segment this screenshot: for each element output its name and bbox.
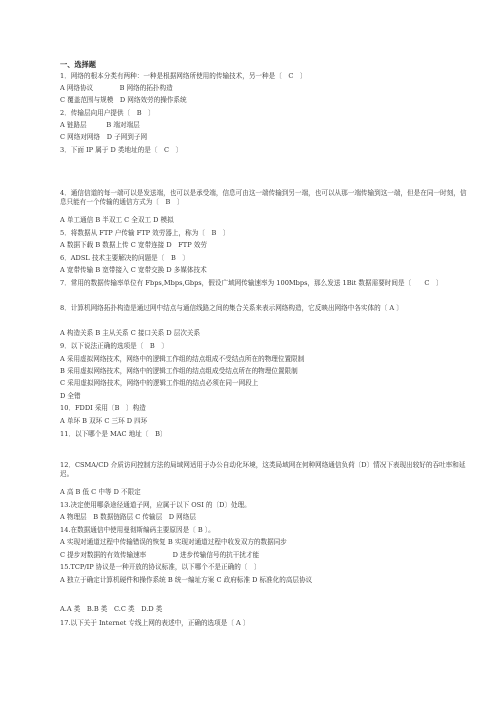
question-line: 11．以下哪个是 MAC 地址〔 B〕 <box>60 430 167 438</box>
option-line: C 采用虚拟网络技术，网络中的逻辑工作组的结点必须在同一网段上 <box>60 379 259 387</box>
question-line: 9．以下说法正确的选项是〔 B 〕 <box>60 342 168 350</box>
question-line: 13.决定使用哪条途径通道子网，应属于以下 OSI 的〔D〕处理。 <box>60 501 251 509</box>
option-line: A 构造关系 B 主从关系 C 接口关系 D 层次关系 <box>60 329 201 337</box>
option-line: C 提步对数据的有效传输速率 D 进步传输信号的抗干扰才能 <box>60 551 260 559</box>
option-line: C 覆盖范围与规模 D 网络效劳的操作系统 <box>60 96 187 104</box>
question-line: 1．网络的根本分类有两种：一种是根据网络所使用的传输技术，另一种是〔 C 〕 <box>60 72 307 80</box>
option-line: A 链路层 B 端对端层 <box>60 121 140 129</box>
option-line: A 实现对通道过程中传输错误的恢复 B 实现对通道过程中收发双方的数据同步 <box>60 538 287 546</box>
option-line: A.A 类 B.B 类 C.C 类 D.D 类 <box>60 605 163 613</box>
question-line: 7．常用的数据传输率单位有 Fbps,Mbps,Gbps，假设广域网传输速率为 100Mbps，那么发送 1Bit 数据需要时间是〔 C 〕 <box>60 279 443 287</box>
question-line: 6．ADSL 技术主要解决的问题是〔 B 〕 <box>60 254 189 262</box>
question-line: 17.以下关于 Internet 专线上网的表述中，正确的选项是〔 A 〕 <box>60 619 250 627</box>
option-line: A 独立于确定计算机硬件和操作系统 B 统一编址方案 C 政府标准 D 标准化的高层协议 <box>60 576 313 584</box>
question-line: 14.在数据通信中使用曼彻斯编码主要原因是〔 B 〕。 <box>60 526 215 534</box>
option-line: A 宽带传输 B 宽带接入 C 宽带交换 D 多媒体技术 <box>60 266 207 274</box>
option-line: B 采用虚拟网络技术，网络中的逻辑工作组的结点组成受结点所在的物理位置限制 <box>60 367 298 375</box>
option-line: C 网络对网络 D 子网到子网 <box>60 133 148 141</box>
option-line: A 单环 B 双环 C 三环 D 四环 <box>60 417 148 425</box>
option-line: A 网络协议 B 网络的拓扑构造 <box>60 84 173 92</box>
question-line: 15.TCP/IP 协议是一种开放的协议标准，以下哪个不是正确的〔 〕 <box>60 563 261 571</box>
question-line: 12．CSMA/CD 介质访问控制方法的局域网适用于办公自动化环境，这类局域网在何种网络通信负荷〔D〕情况下表现出较好的吞吐率和延迟。 <box>60 461 466 478</box>
option-line: D 全错 <box>60 392 81 400</box>
question-line: 3．下面 IP 属于 D 类地址的是〔 C 〕 <box>60 146 183 154</box>
section-title: 一、选择题 <box>60 60 96 69</box>
option-line: A 采用虚拟网络技术，网络中的逻辑工作组的结点组成不受结点所在的物理位置限制 <box>60 355 305 363</box>
question-line: 4．通信信道的每一端可以是发送端，也可以是承受端，信息可由这一端传输到另一端，也可以从那一端传输到这一端，但是在同一时刻，信息只能有一个传输的通信方式为〔 B 〕 <box>60 189 467 206</box>
question-line: 10．FDDI 采用〔B 〕构造 <box>60 404 146 412</box>
option-line: A 物理层 B 数据链路层 C 传输层 D 网络层 <box>60 513 196 521</box>
option-line: A 单工通信 B 半双工 C 全双工 D 模拟 <box>60 216 174 224</box>
option-line: A 数据下载 B 数据上传 C 宽带连接 D FTP 效劳 <box>60 241 207 249</box>
question-line: 8．计算机网络拓扑构造是通过网中结点与通信线路之间的集合关系来表示网络构造，它反映出网络中各实体的〔 A 〕 <box>60 304 403 312</box>
question-line: 5．将数据从 FTP 户传输 FTP 效劳器上，称为〔 B 〕 <box>60 229 230 237</box>
question-line: 2．传输层向用户提供〔 B 〕 <box>60 109 155 117</box>
option-line: A 高 B 低 C 中等 D 不限定 <box>60 488 141 496</box>
